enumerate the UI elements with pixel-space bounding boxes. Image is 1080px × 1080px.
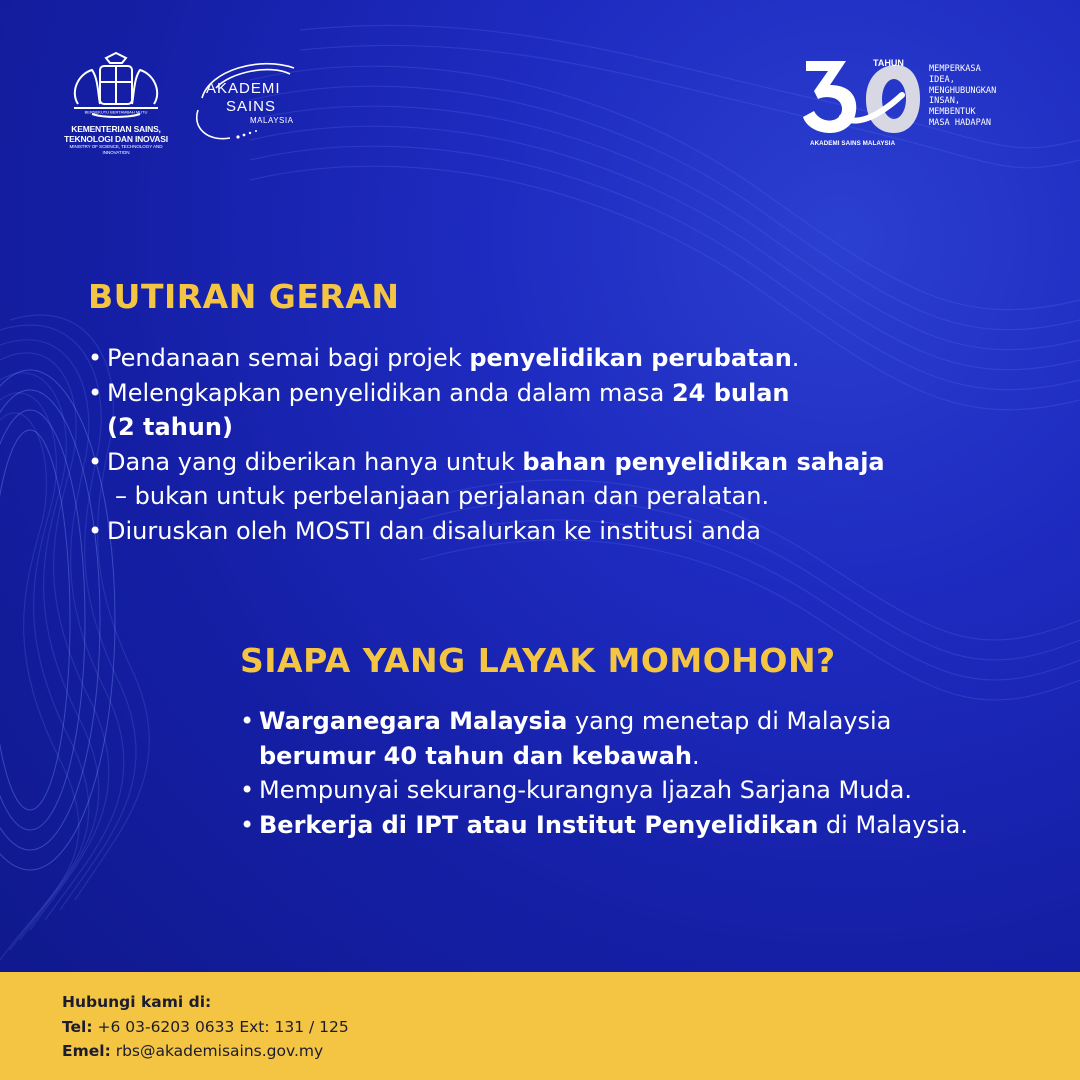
tagline-line: IDEA, bbox=[929, 74, 955, 85]
list-item bbox=[88, 445, 948, 514]
item-bold: berumur 40 tahun dan kebawah bbox=[259, 741, 692, 770]
tagline-line: MENGHUBUNGKAN bbox=[929, 85, 997, 96]
item-bold: Berkerja di IPT atau Institut Penyelidikan bbox=[259, 810, 819, 839]
item-text: Pendanaan semai bagi projek bbox=[107, 344, 470, 372]
email-label: Emel: bbox=[62, 1042, 111, 1060]
grant-details-list bbox=[88, 341, 948, 548]
list-item bbox=[240, 704, 1070, 773]
item-text: Melengkapkan penyelidikan anda dalam masa bbox=[107, 378, 672, 407]
tagline-line: MASA HADAPAN bbox=[929, 117, 992, 128]
item-text: . bbox=[791, 344, 800, 372]
asm-logo-line2: SAINS bbox=[226, 98, 277, 115]
svg-text:BERSEKUTU BERTAMBAH MUTU: BERSEKUTU BERTAMBAH MUTU bbox=[84, 109, 148, 115]
asm-logo-line3: MALAYSIA bbox=[250, 116, 294, 125]
mosti-name-line2: TEKNOLOGI DAN INOVASI bbox=[64, 134, 168, 144]
item-text: Mempunyai sekurang-kurangnya Ijazah Sarjana Muda. bbox=[259, 776, 912, 804]
eligibility-title: SIAPA YANG LAYAK MOMOHON? bbox=[240, 641, 836, 680]
item-bold: bahan penyelidikan sahaja bbox=[522, 447, 885, 476]
phone-value[interactable]: +6 03-6203 0633 Ext: 131 / 125 bbox=[92, 1017, 349, 1036]
contact-footer bbox=[0, 972, 1080, 1080]
list-item bbox=[240, 773, 1070, 808]
number-30-icon bbox=[802, 55, 922, 139]
list-item bbox=[88, 514, 948, 549]
mosti-subtitle: MINISTRY OF SCIENCE, TECHNOLOGY AND INNOVATION bbox=[69, 144, 163, 155]
phone-label: Tel: bbox=[62, 1017, 93, 1036]
item-bold: penyelidikan perubatan bbox=[469, 344, 792, 372]
item-bold: 24 bulan bbox=[671, 378, 790, 407]
contact-phone bbox=[62, 1015, 349, 1040]
item-bold-continued: (2 tahun) bbox=[107, 413, 233, 441]
coat-of-arms-icon bbox=[64, 52, 168, 122]
item-bold: Warganegara Malaysia bbox=[259, 707, 568, 735]
tagline-line: INSAN, bbox=[929, 96, 961, 107]
list-item bbox=[240, 808, 1070, 843]
grant-details-title: BUTIRAN GERAN bbox=[88, 277, 400, 316]
akademi-sains-logo bbox=[190, 58, 302, 148]
item-text: Dana yang diberikan hanya untuk bbox=[107, 447, 523, 476]
asm-logo-line1: AKADEMI bbox=[206, 80, 281, 97]
tagline-line: MEMPERKASA bbox=[929, 64, 981, 74]
item-text-continued bbox=[259, 739, 1070, 774]
email-value[interactable]: rbs@akademisains.gov.my bbox=[110, 1042, 324, 1060]
mosti-logo bbox=[56, 52, 176, 162]
item-text: di Malaysia. bbox=[818, 810, 968, 839]
tagline-line: MEMBENTUK bbox=[929, 107, 976, 118]
item-text-continued: – bukan untuk perbelanjaan perjalanan dan peralatan. bbox=[115, 482, 770, 510]
item-text: Diuruskan oleh MOSTI dan disalurkan ke institusi anda bbox=[107, 516, 761, 545]
anniversary-30-logo bbox=[802, 55, 1042, 151]
mosti-name-line1: KEMENTERIAN SAINS, bbox=[71, 124, 161, 134]
contact-heading: Hubungi kami di: bbox=[62, 993, 212, 1011]
item-text: . bbox=[691, 741, 700, 770]
anniversary-caption: AKADEMI SAINS MALAYSIA bbox=[810, 140, 896, 147]
item-text: yang menetap di Malaysia bbox=[567, 707, 892, 735]
tahun-label: TAHUN bbox=[873, 58, 904, 68]
list-item bbox=[88, 341, 948, 376]
tagline bbox=[929, 64, 1041, 129]
eligibility-list bbox=[240, 704, 1070, 842]
contact-email bbox=[62, 1039, 349, 1064]
list-item bbox=[88, 376, 948, 445]
mosti-name bbox=[56, 124, 176, 144]
